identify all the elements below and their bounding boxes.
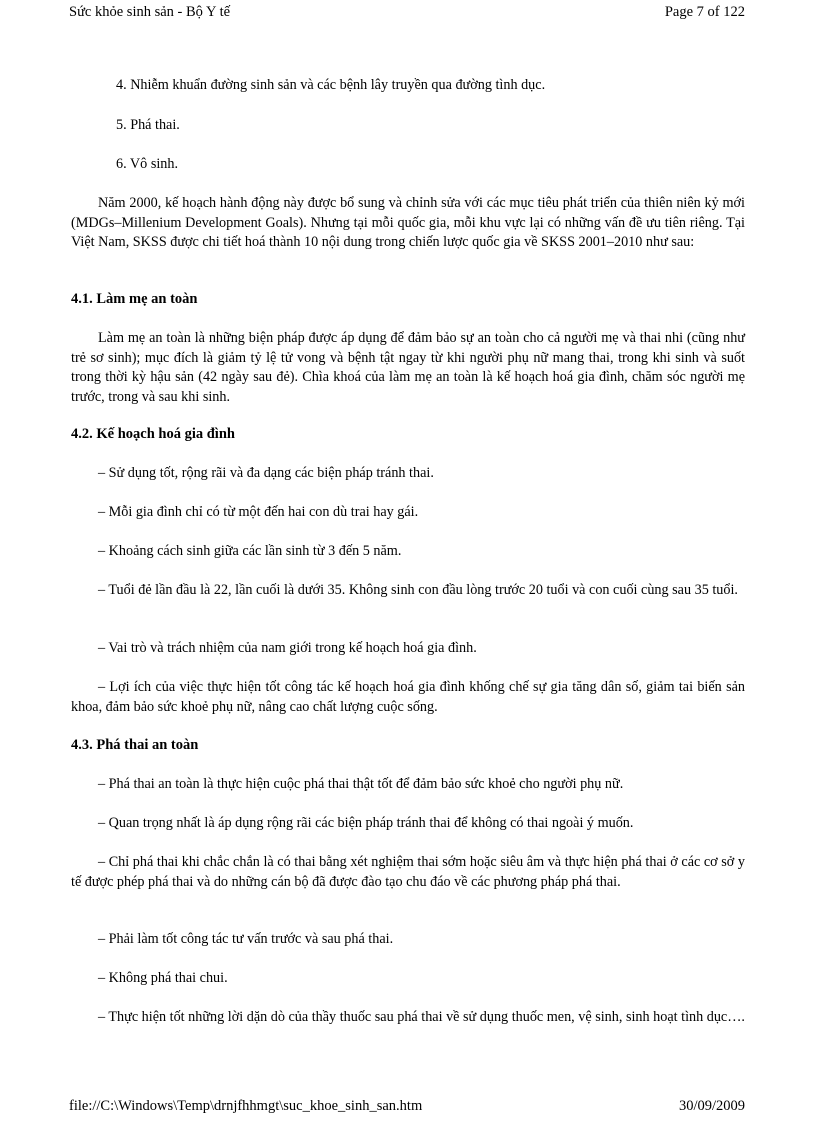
list-item: 6. Vô sinh. <box>116 156 179 172</box>
section-4-2-item: – Mỗi gia đình chỉ có từ một đến hai con dù trai hay gái. <box>98 504 419 520</box>
section-heading-4-3: 4.3. Phá thai an toàn <box>71 737 199 753</box>
section-4-3-item: – Không phá thai chui. <box>98 970 228 986</box>
header-title: Sức khỏe sinh sản - Bộ Y tế <box>69 4 231 20</box>
section-4-2-item: – Khoảng cách sinh giữa các lần sinh từ 3 đến 5 năm. <box>98 543 402 559</box>
section-4-2-item: – Lợi ích của việc thực hiện tốt công tác kế hoạch hoá gia đình khống chế sự gia tăng dân số, giảm tai biến sản khoa, đảm bảo sức khoẻ phụ nữ, nâng cao chất lượng cuộc sống. <box>71 679 745 715</box>
list-item: 5. Phá thai. <box>116 117 180 133</box>
section-4-3-item: – Chỉ phá thai khi chắc chắn là có thai bằng xét nghiệm thai sớm hoặc siêu âm và thực hiện phá thai ở các cơ sở y tế được phép phá thai và do những cán bộ đã được đào tạo chu đáo về các phương pháp phá thai. <box>71 854 745 890</box>
section-4-2-item: – Vai trò và trách nhiệm của nam giới trong kế hoạch hoá gia đình. <box>98 640 477 656</box>
page-footer <box>69 1097 745 1115</box>
section-4-3-item: – Thực hiện tốt những lời dặn dò của thầy thuốc sau phá thai về sử dụng thuốc men, vệ sinh, sinh hoạt tình dục…. <box>98 1009 745 1025</box>
page-number: Page 7 of 122 <box>664 4 745 20</box>
section-4-3-item: – Phải làm tốt công tác tư vấn trước và sau phá thai. <box>98 931 394 947</box>
list-item: 4. Nhiễm khuẩn đường sinh sản và các bệnh lây truyền qua đường tình dục. <box>116 77 546 93</box>
section-4-2-item: – Sử dụng tốt, rộng rãi và đa dạng các biện pháp tránh thai. <box>98 465 434 481</box>
file-path: file://C:\Windows\Temp\drnjfhhmgt\suc_khoe_sinh_san.htm <box>69 1098 423 1114</box>
section-heading-4-2: 4.2. Kế hoạch hoá gia đình <box>71 426 235 442</box>
section-4-2-item: – Tuổi đẻ lần đầu là 22, lần cuối là dưới 35. Không sinh con đầu lòng trước 20 tuổi và con cuối cùng sau 35 tuổi. <box>98 582 738 598</box>
section-4-1-paragraph: Làm mẹ an toàn là những biện pháp được áp dụng để đảm bảo sự an toàn cho cả người mẹ và thai nhi (cũng như trẻ sơ sinh); mục đích là giảm tỷ lệ tử vong và bệnh tật ngay từ khi người phụ nữ mang thai, trong khi sinh và suốt trong thời kỳ hậu sản (42 ngày sau đẻ). Chìa khoá của làm mẹ an toàn là kế hoạch hoá gia đình, chăm sóc người mẹ trước, trong và sau khi sinh. <box>71 330 745 405</box>
page-header <box>69 3 745 21</box>
print-date: 30/09/2009 <box>678 1098 745 1114</box>
section-4-3-item: – Quan trọng nhất là áp dụng rộng rãi các biện pháp tránh thai để không có thai ngoài ý muốn. <box>98 815 634 831</box>
section-heading-4-1: 4.1. Làm mẹ an toàn <box>71 291 198 307</box>
intro-paragraph: Năm 2000, kế hoạch hành động này được bổ sung và chỉnh sửa với các mục tiêu phát triển của thiên niên kỷ mới (MDGs–Millenium Development Goals). Nhưng tại mỗi quốc gia, mỗi khu vực lại có những vấn đề ưu tiên riêng. Tại Việt Nam, SKSS được chi tiết hoá thành 10 nội dung trong chiến lược quốc gia về SKSS 2001–2010 như sau: <box>71 195 745 250</box>
section-4-3-item: – Phá thai an toàn là thực hiện cuộc phá thai thật tốt để đảm bảo sức khoẻ cho người phụ nữ. <box>98 776 624 792</box>
